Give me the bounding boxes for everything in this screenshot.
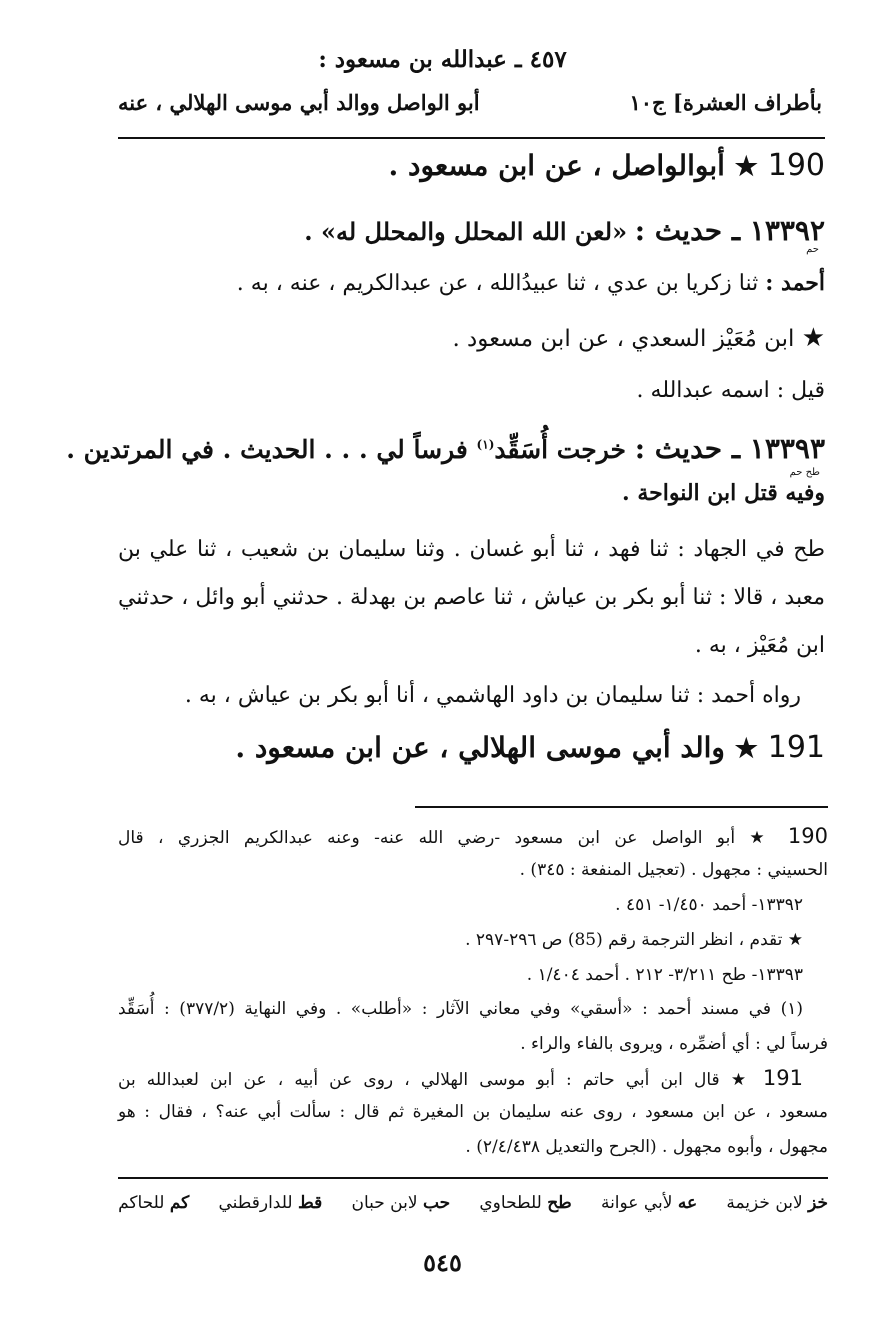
footnote-1-line1: (١) في مسند أحمد : «أسقي» وفي معاني الآثار : «أطلب» . وفي النهاية (٣٧٧/٢) : أُسَقِّد <box>118 999 803 1019</box>
hadith-number: ١٣٣٩٢ ـ حديث : <box>634 214 825 247</box>
hadith-text: خرجت أُسَقِّد <box>494 435 626 464</box>
legend-abbr: عه <box>677 1193 698 1213</box>
legend-item <box>219 1193 323 1213</box>
legend-item <box>118 1193 189 1213</box>
narrator-note: قيل : اسمه عبدالله . <box>636 378 825 403</box>
footnote-191-line2: مسعود ، عن ابن مسعود ، روى عنه سليمان بن المغيرة ثم قال : سألت أبي عنه؟ ، فقال : هو <box>118 1102 828 1122</box>
footnote-rule <box>415 806 828 808</box>
legend-name: لأبي عوانة <box>600 1193 673 1213</box>
legend-abbr: حب <box>422 1193 451 1213</box>
footnote-text: تقدم ، انظر الترجمة رقم (85) ص ٢٩٦-٢٩٧ . <box>465 930 783 950</box>
star-icon: ★ <box>787 930 803 950</box>
isnad-tahawi-line3: ابن مُعَيْز ، به . <box>694 633 825 658</box>
entry-190 <box>388 148 825 183</box>
legend-name: للطحاوي <box>479 1193 542 1213</box>
hadith-text: «لعن الله المحلل والمحلل له» . <box>304 217 628 246</box>
legend-rule <box>118 1177 828 1179</box>
source-mark: طح حم <box>789 467 820 478</box>
entry-number: 191 <box>767 730 825 765</box>
hadith-number: ١٣٣٩٣ ـ حديث : <box>634 432 825 465</box>
footnote-number: 190 <box>787 824 828 848</box>
footnote-text: أبو الواصل عن ابن مسعود -رضي الله عنه- وعنه عبدالكريم الجزري ، قال <box>118 828 736 848</box>
entry-number: 190 <box>767 148 825 183</box>
star-icon: ★ <box>734 152 758 182</box>
footnote-star <box>465 930 803 950</box>
page-number: ٥٤٥ <box>423 1248 462 1277</box>
legend-item <box>601 1193 697 1213</box>
footnote-190-line1 <box>118 824 828 848</box>
abbreviation-legend <box>118 1193 828 1213</box>
star-icon: ★ <box>749 828 774 848</box>
footnote-number: 191 <box>762 1066 804 1090</box>
star-icon: ★ <box>801 323 825 353</box>
narrator-text: ابن مُعَيْز السعدي ، عن ابن مسعود . <box>452 326 795 352</box>
footnote-text: قال ابن أبي حاتم : أبو موسى الهلالي ، روى عن أبيه ، عن ابن لعبدالله بن <box>118 1070 720 1090</box>
narrator-ibn-muayz <box>452 323 825 353</box>
footnote-13392: ١٣٣٩٢- أحمد ١/٤٥٠- ٤٥١ . <box>615 895 803 915</box>
star-icon: ★ <box>730 1070 752 1090</box>
footnote-190-line2: الحسيني : مجهول . (تعجيل المنفعة : ٣٤٥) . <box>519 860 828 880</box>
legend-item <box>351 1193 450 1213</box>
isnad-lead: أحمد : <box>765 270 825 296</box>
header-rule <box>118 137 825 139</box>
hadith-text-cont: فرساً لي . . . الحديث . في المرتدين . <box>66 435 468 464</box>
legend-name: لابن خزيمة <box>726 1193 803 1213</box>
hadith-13392 <box>304 214 825 247</box>
running-head-left: أبو الواصل ووالد أبي موسى الهلالي ، عنه <box>118 90 480 115</box>
legend-abbr: طح <box>547 1193 572 1213</box>
legend-abbr: كم <box>169 1193 190 1213</box>
isnad-text: ثنا زكريا بن عدي ، ثنا عبيدُالله ، عن عبدالكريم ، عنه ، به . <box>236 271 759 296</box>
isnad-ahmad <box>237 270 825 296</box>
legend-name: للحاكم <box>118 1193 165 1213</box>
rawah-ahmad: رواه أحمد : ثنا سليمان بن داود الهاشمي ، أنا أبو بكر بن عياش ، به . <box>184 683 801 708</box>
isnad-tahawi-line1: طح في الجهاد : ثنا فهد ، ثنا أبو غسان . وثنا سليمان بن شعيب ، ثنا علي بن <box>118 537 825 562</box>
footnote-1-line2: فرساً لي : أي أضمِّره ، ويروى بالفاء والراء . <box>520 1034 828 1054</box>
legend-name: لابن حبان <box>351 1193 418 1213</box>
entry-text: والد أبي موسى الهلالي ، عن ابن مسعود . <box>235 731 725 764</box>
entry-191 <box>235 730 825 765</box>
section-title: ٤٥٧ ـ عبدالله بن مسعود : <box>318 46 567 73</box>
legend-abbr: قط <box>297 1193 323 1213</box>
star-icon: ★ <box>734 734 758 764</box>
source-mark: حم <box>806 244 819 255</box>
hadith-13393 <box>66 432 825 465</box>
running-head-right: بأطراف العشرة] ج١٠ <box>629 90 822 115</box>
footnote-191-line3: مجهول ، وأبوه مجهول . (الجرح والتعديل ٢/٤/٤٣٨) . <box>465 1137 828 1157</box>
entry-text: أبوالواصل ، عن ابن مسعود . <box>388 149 725 182</box>
legend-name: للدارقطني <box>218 1193 293 1213</box>
isnad-tahawi-line2: معبد ، قالا : ثنا أبو بكر بن عياش ، ثنا عاصم بن بهدلة . حدثني أبو وائل ، حدثني <box>118 585 825 610</box>
legend-abbr: خز <box>808 1193 828 1213</box>
legend-item <box>726 1193 828 1213</box>
footnote-ref: (١) <box>476 437 495 452</box>
hadith-13393-line2: وفيه قتل ابن النواحة . <box>622 480 825 506</box>
legend-item <box>479 1193 571 1213</box>
footnote-191-line1 <box>118 1066 803 1090</box>
footnote-13393: ١٣٣٩٣- طح ٣/٢١١- ٢١٢ . أحمد ١/٤٠٤ . <box>526 965 803 985</box>
